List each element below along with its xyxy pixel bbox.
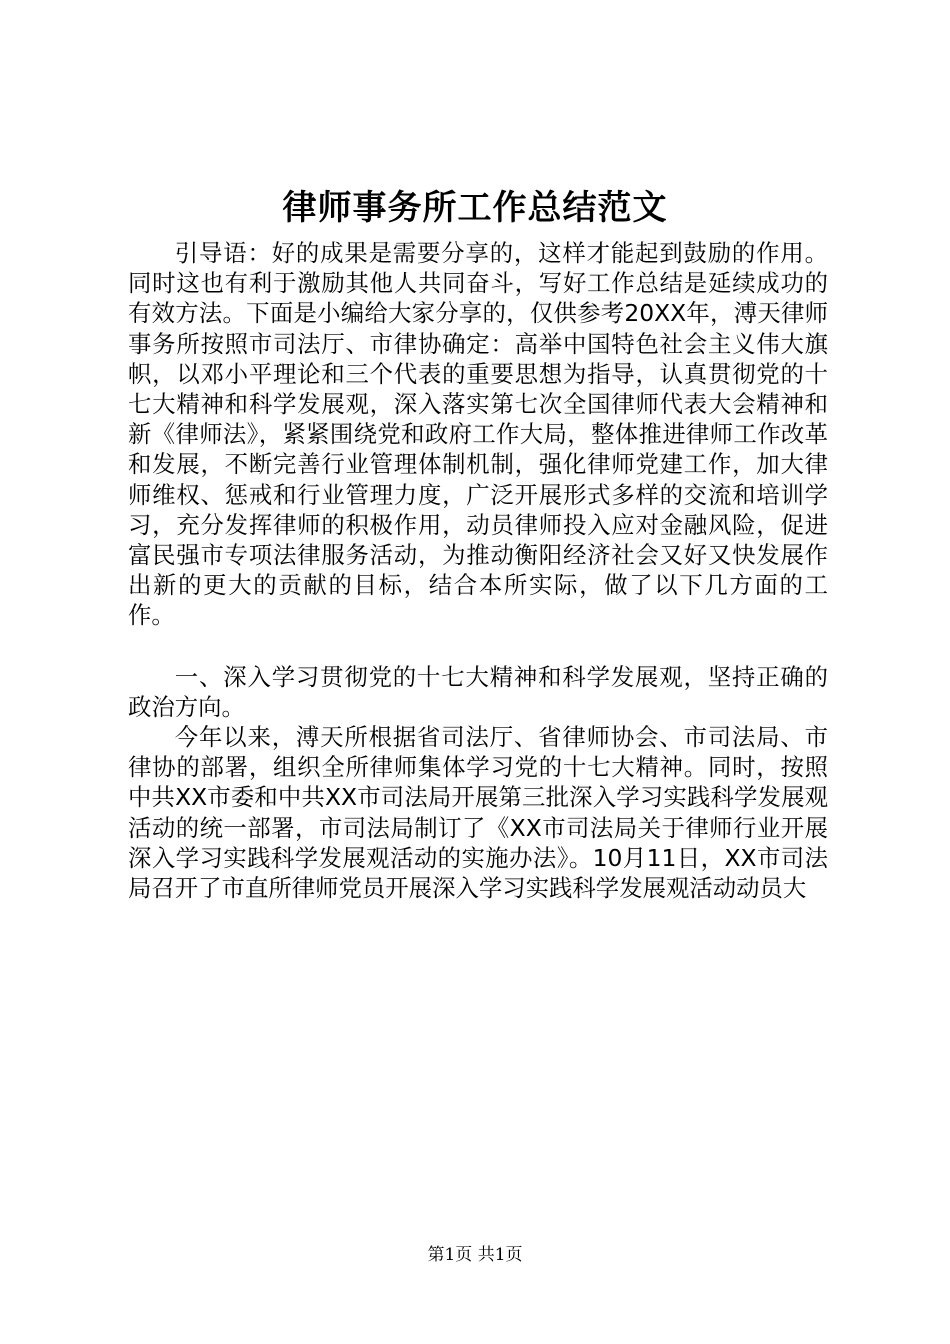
document-title: 律师事务所工作总结范文 [282, 188, 668, 228]
paragraph-section-body: 今年以来，溥天所根据省司法厅、省律师协会、市司法局、市律协的部署，组织全所律师集体学习党的十七大精神。同时，按照中共XX市委和中共XX市司法局开展第三批深入学习实践科学发展观活动的统一部署，市司法局制订了《XX市司法局关于律师行业开展深入学习实践科学发展观活动的实施办法》。10月11日，XX市司法局召开了市直所律师党员开展深入学习实践科学发展观活动动员大 [128, 723, 828, 903]
paragraph-intro: 引导语：好的成果是需要分享的，这样才能起到鼓励的作用。同时这也有利于激励其他人共同奋斗，写好工作总结是延续成功的有效方法。下面是小编给大家分享的，仅供参考20XX年，溥天律师事务所按照市司法厅、市律协确定：高举中国特色社会主义伟大旗帜，以邓小平理论和三个代表的重要思想为指导，认真贯彻党的十七大精神和科学发展观，深入落实第七次全国律师代表大会精神和新《律师法》，紧紧围绕党和政府工作大局，整体推进律师工作改革和发展，不断完善行业管理体制机制，强化律师党建工作，加大律师维权、惩戒和行业管理力度，广泛开展形式多样的交流和培训学习，充分发挥律师的积极作用，动员律师投入应对金融风险，促进富民强市专项法律服务活动，为推动衡阳经济社会又好又快发展作出新的更大的贡献的目标，结合本所实际，做了以下几方面的工作。 [128, 239, 828, 630]
paragraph-section-heading: 一、深入学习贯彻党的十七大精神和科学发展观，坚持正确的政治方向。 [128, 663, 828, 722]
page-number-footer: 第1页 共1页 [427, 1245, 523, 1265]
